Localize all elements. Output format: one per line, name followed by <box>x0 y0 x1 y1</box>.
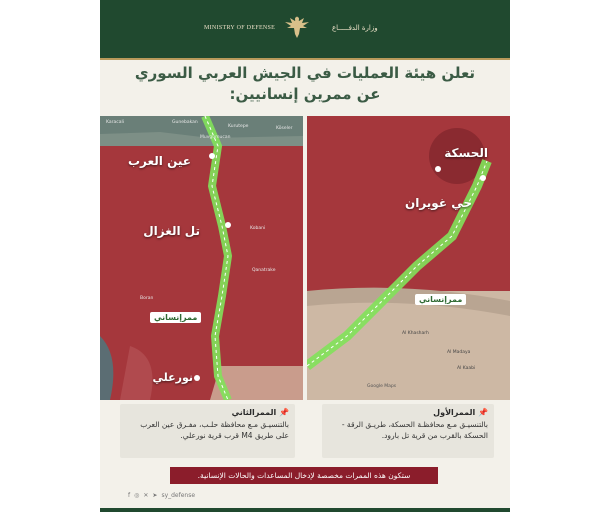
facebook-icon[interactable]: f <box>128 492 131 499</box>
title-line-1: تعلن هيئة العمليات في الجيش العربي السوري <box>134 64 476 82</box>
first-corridor-heading <box>328 408 488 417</box>
title-line-2: عن ممرين إنسانيين: <box>229 85 381 103</box>
map-place-muvgumucan: Muvgumucan <box>200 135 231 140</box>
header-divider <box>100 58 510 60</box>
social-handle[interactable]: sy_defense <box>161 492 196 499</box>
corridor-pill-left: ممرإنساني <box>150 312 201 323</box>
map-place-al-khasharh: Al Khasharh <box>402 331 429 336</box>
ministry-header <box>100 0 510 60</box>
map-place-al-madaya: Al Madaya <box>447 350 471 355</box>
second-corridor-title: الممرالثاني <box>231 408 277 417</box>
map-label-ain-al-arab: عين العرب <box>128 154 191 168</box>
pin-icon: 📌 <box>478 408 488 417</box>
second-corridor-card <box>120 404 295 458</box>
social-bar <box>128 492 195 499</box>
corridor-pill-right: ممرإنساني <box>415 294 466 305</box>
telegram-icon[interactable]: ➤ <box>152 492 158 499</box>
first-corridor-title: الممرالأول <box>433 408 476 417</box>
map-place-gunebakan: Gunebakan <box>172 120 198 125</box>
second-corridor-heading <box>126 408 289 417</box>
map-label-nour-ali: نورعلي <box>152 371 193 384</box>
eagle-emblem-icon <box>282 12 312 42</box>
second-corridor-text: بالتنسيـق مـع محافظة حلـب، مفـرق عين العرب على طريق M4 قرب قرية نورعلي. <box>140 420 289 440</box>
page-title <box>120 63 490 105</box>
map-place-kurutepe: Kurutepe <box>228 124 249 129</box>
map-ain-al-arab <box>100 116 303 400</box>
ministry-name-ar: وزارة الدفـــــاع <box>332 24 378 32</box>
first-corridor-text: بالتنسيـق مـع محافظـة الحسكة، طريـق الرقة - الحسكة بالقرب من قرية تل بارود. <box>341 420 488 440</box>
map-label-tal-al-ghazal: تل الغزال <box>143 224 200 238</box>
map-attribution: Google Maps <box>367 384 397 389</box>
map-label-hasakah: الحسكة <box>444 146 488 160</box>
notice-banner: ستكون هذه الممرات مخصصة لإدخال المساعدات والحالات الإنسانية. <box>170 467 438 484</box>
map-label-ghuwayran: حي غويران <box>404 196 472 210</box>
instagram-icon[interactable]: ◎ <box>134 492 140 499</box>
map-place-karacali: Karacali <box>106 120 124 125</box>
footer-bar <box>100 508 510 512</box>
first-corridor-card <box>322 404 494 458</box>
map-place-al-kaabi: Al Kaabi <box>457 366 476 371</box>
map-hasakah <box>307 116 510 400</box>
map-place-kobani: Kobani <box>250 226 266 231</box>
pin-icon: 📌 <box>279 408 289 417</box>
ministry-name-en: MINISTRY OF DEFENSE <box>204 25 276 31</box>
x-icon[interactable]: ✕ <box>143 492 149 499</box>
map-place-koseler: Köseler <box>276 126 293 131</box>
poster <box>100 0 510 512</box>
map-place-qanatrake: Qanatrake <box>252 268 276 273</box>
map-place-boran: Boran <box>140 296 154 301</box>
